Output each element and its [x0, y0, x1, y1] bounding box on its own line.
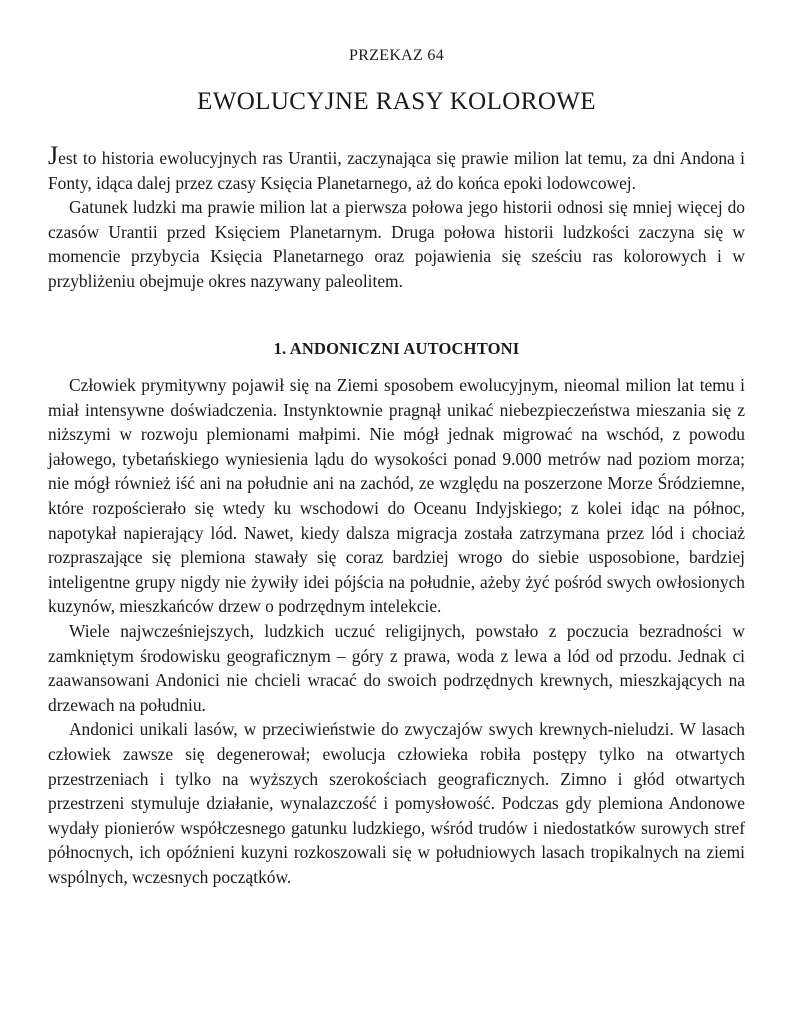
section-paragraph-3: Andonici unikali lasów, w przeciwieństwie do zwyczajów swych krewnych-nieludzi. W lasach człowiek zawsze się degenerował; ewolucja człowieka robiła postępy tylko na otwartych przestrzeniach i tylko na wyższych szerokościach geograficznych. Zimno i głód otwartych przestrzeni stymuluje działanie, wynalazczość i pomysłowość. Podczas gdy plemiona Andonowe wydały pionierów współczesnego gatunku ludzkiego, wśród trudów i niedostatków surowych stref północnych, ich opóźnieni kuzyni rozkoszowali się w południowych lasach tropikalnych na ziemi wspólnych, wczesnych początków. [48, 719, 745, 887]
intro-section [48, 141, 745, 294]
section-paragraph-1: Człowiek prymitywny pojawił się na Ziemi sposobem ewolucyjnym, nieomal milion lat temu i miał intensywne doświadczenia. Instynktownie pragnął unikać niebezpieczeństwa mieszania się z niższymi w rozwoju plemionami małpimi. Nie mógł jednak migrować na wschód, z powodu jałowego, tybetańskiego wyniesienia lądu do wysokości ponad 9.000 metrów nad poziom morza; nie mógł również iść ani na południe ani na zachód, ze względu na poszerzone Morze Śródziemne, które rozpościerało się wtedy ku wschodowi do Oceanu Indyjskiego; z kolei idąc na północ, napotykał napierający lód. Nawet, kiedy dalsza migracja została zatrzymana przez lód i chociaż rozpraszające się plemiona stawały się coraz bardziej wrogo do siebie usposobione, bardziej inteligentne grupy nigdy nie żywiły idei pójścia na południe, ażeby żyć pośród swych owłosionych kuzynów, mieszkańców drzew o podrzędnym intelekcie. [48, 375, 745, 617]
paper-title: EWOLUCYJNE RASY KOLOROWE [197, 88, 596, 115]
drop-cap-letter: J [48, 141, 59, 170]
section-body [48, 373, 745, 889]
section-heading: 1. ANDONICZNI AUTOCHTONI [273, 339, 520, 358]
intro-paragraph-1 [48, 141, 745, 195]
paper-label: PRZEKAZ 64 [349, 47, 444, 64]
intro-paragraph-2: Gatunek ludzki ma prawie milion lat a pierwsza połowa jego historii odnosi się mniej więcej do czasów Urantii przed Księciem Planetarnym. Druga połowa historii ludzkości zaczyna się w momencie przybycia Księcia Planetarnego oraz pojawienia się sześciu ras kolorowych i w przybliżeniu obejmuje okres nazywany paleolitem. [48, 197, 745, 291]
section-paragraph-2: Wiele najwcześniejszych, ludzkich uczuć religijnych, powstało z poczucia bezradności w zamkniętym środowisku geograficznym – góry z prawa, woda z lewa a lód od przodu. Jednak ci zaawansowani Andonici nie chcieli wracać do swoich podrzędnych krewnych, mieszkających na drzewach na południu. [48, 620, 745, 715]
intro-paragraph-1-text: est to historia ewolucyjnych ras Urantii, zaczynająca się prawie milion lat temu, za dni Andona i Fonty, idąca dalej przez czasy Księcia Planetarnego, aż do końca epoki lodowcowej. [48, 148, 745, 193]
